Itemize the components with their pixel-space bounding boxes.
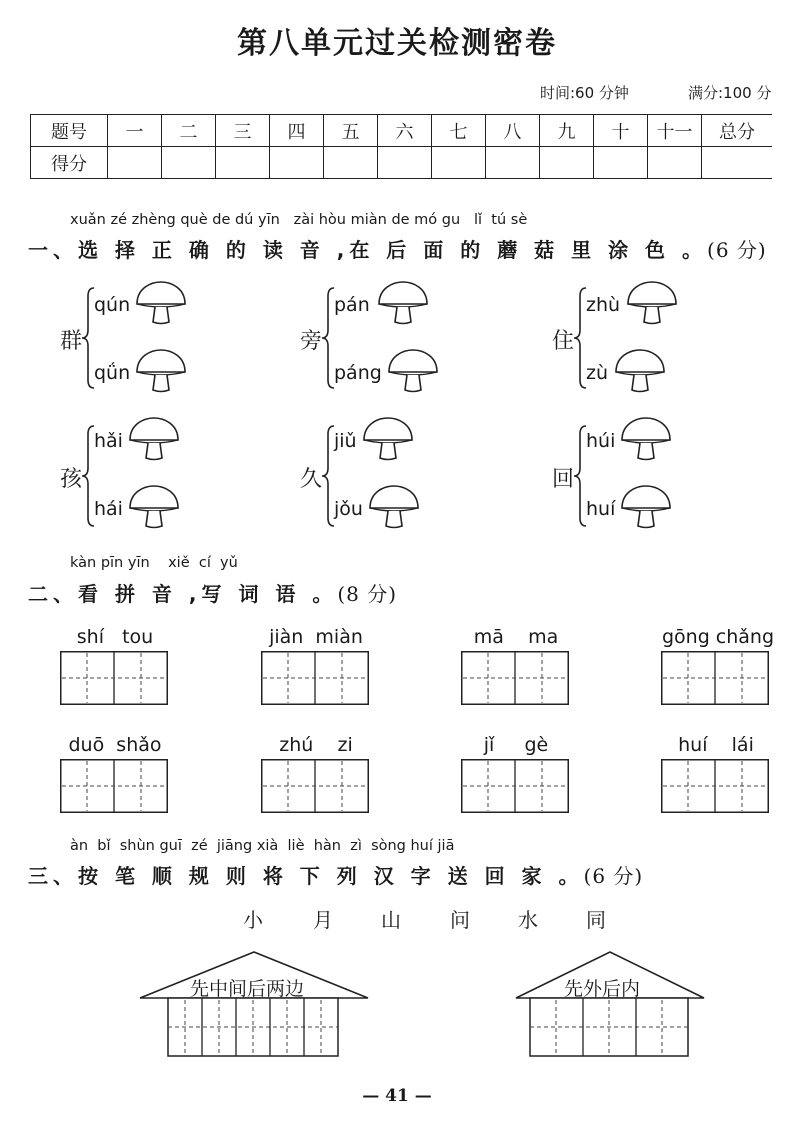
score-input-cell[interactable] — [648, 147, 702, 179]
q1-char-zhu: 住 — [552, 329, 575, 354]
mushroom-icon[interactable] — [126, 484, 182, 532]
score-table — [30, 114, 772, 179]
q2-word-pinyin: gōng chǎng — [661, 626, 775, 648]
score-table-cell: 十 — [594, 115, 648, 147]
q1-option: qǘn — [94, 362, 131, 384]
q2-score: (8 分) — [337, 582, 398, 606]
q3-character: 水 — [518, 908, 538, 932]
mushroom-icon[interactable] — [618, 484, 674, 532]
time-limit: 时间:60 分钟 — [540, 84, 629, 102]
q1-option: zù — [586, 362, 609, 384]
score-table-cell: 五 — [324, 115, 378, 147]
q3-character: 月 — [313, 908, 333, 932]
score-input-cell[interactable] — [540, 147, 594, 179]
q1-option: húi — [586, 430, 616, 452]
score-input-cell[interactable] — [378, 147, 432, 179]
q1-option: jiǔ — [334, 430, 357, 452]
page-number: — 41 — — [362, 1086, 432, 1106]
full-score: 满分:100 分 — [688, 84, 772, 102]
score-input-cell[interactable] — [432, 147, 486, 179]
mushroom-icon[interactable] — [624, 280, 680, 328]
q3-score: (6 分) — [583, 864, 644, 888]
mushroom-icon[interactable] — [385, 348, 441, 396]
score-table-cell: 二 — [162, 115, 216, 147]
score-input-cell[interactable] — [270, 147, 324, 179]
writing-grid[interactable] — [661, 759, 769, 813]
score-table-header-row — [31, 115, 773, 147]
mushroom-icon[interactable] — [126, 416, 182, 464]
writing-grid[interactable] — [60, 651, 168, 705]
house-right-drawing — [512, 948, 708, 1060]
q3-character: 问 — [450, 908, 470, 932]
q3-character: 同 — [586, 908, 606, 932]
q2-word-pinyin: huí lái — [678, 734, 754, 756]
house-left-label: 先中间后两边 — [190, 978, 305, 1000]
writing-grid[interactable] — [261, 651, 369, 705]
q2-word-pinyin: zhú zi — [279, 734, 353, 756]
writing-grid[interactable] — [261, 759, 369, 813]
q1-option: pán — [334, 294, 370, 316]
q1-option: hǎi — [94, 430, 123, 452]
q1-char-hui: 回 — [552, 467, 575, 492]
q1-option: jǒu — [334, 498, 363, 520]
house-left-drawing — [136, 948, 372, 1060]
writing-grid[interactable] — [661, 651, 769, 705]
q2-word-pinyin: duō shǎo — [68, 734, 162, 756]
score-table-cell: 六 — [378, 115, 432, 147]
score-table-cell: 总分 — [702, 115, 773, 147]
score-input-cell[interactable] — [216, 147, 270, 179]
score-table-score-row — [31, 147, 773, 179]
score-table-cell: 题号 — [31, 115, 108, 147]
q1-option: páng — [334, 362, 382, 384]
score-table-cell: 十一 — [648, 115, 702, 147]
q1-option: huí — [586, 498, 616, 520]
q1-pinyin: xuǎn zé zhèng què de dú yīn zài hòu miàn de mó gu lǐ tú sè — [70, 212, 528, 228]
writing-grid[interactable] — [461, 651, 569, 705]
score-table-cell: 九 — [540, 115, 594, 147]
q3-character: 小 — [243, 908, 263, 932]
q2-pinyin: kàn pīn yīn xiě cí yǔ — [70, 555, 238, 571]
q1-heading-text: 一、选 择 正 确 的 读 音 ,在 后 面 的 蘑 菇 里 涂 色 。 — [28, 238, 708, 262]
q1-option: hái — [94, 498, 123, 520]
score-table-cell: 七 — [432, 115, 486, 147]
q1-char-qun: 群 — [60, 329, 83, 354]
score-input-cell[interactable] — [108, 147, 162, 179]
score-input-cell[interactable] — [594, 147, 648, 179]
mushroom-icon[interactable] — [133, 348, 189, 396]
q2-heading — [28, 578, 397, 607]
q2-word-pinyin: jiàn miàn — [269, 626, 363, 648]
q2-word-pinyin: mā ma — [473, 626, 559, 648]
q2-word-pinyin: shí tou — [76, 626, 154, 648]
score-table-cell: 三 — [216, 115, 270, 147]
q1-char-hai: 孩 — [60, 467, 83, 492]
house-left — [136, 948, 372, 1060]
mushroom-icon[interactable] — [618, 416, 674, 464]
q1-option: qún — [94, 294, 131, 316]
house-right — [512, 948, 708, 1060]
mushroom-icon[interactable] — [133, 280, 189, 328]
q1-heading — [28, 234, 767, 263]
mushroom-icon[interactable] — [360, 416, 416, 464]
q3-character: 山 — [381, 908, 401, 932]
score-input-cell[interactable] — [486, 147, 540, 179]
score-input-cell[interactable] — [702, 147, 773, 179]
q3-heading-text: 三、按 笔 顺 规 则 将 下 列 汉 字 送 回 家 。 — [28, 864, 584, 888]
mushroom-icon[interactable] — [366, 484, 422, 532]
q1-char-jiu: 久 — [300, 467, 323, 492]
writing-grid[interactable] — [60, 759, 168, 813]
q2-word-pinyin: jǐ gè — [483, 734, 549, 756]
score-input-cell[interactable] — [324, 147, 378, 179]
q1-char-pang: 旁 — [300, 329, 323, 354]
mushroom-icon[interactable] — [612, 348, 668, 396]
score-table-cell: 一 — [108, 115, 162, 147]
q1-score: (6 分) — [707, 238, 767, 262]
mushroom-icon[interactable] — [375, 280, 431, 328]
q2-heading-text: 二、看 拼 音 ,写 词 语 。 — [28, 582, 338, 606]
q3-pinyin: àn bǐ shùn guī zé jiāng xià liè hàn zì sòng huí jiā — [70, 838, 455, 854]
score-table-cell: 得分 — [31, 147, 108, 179]
house-right-label: 先外后内 — [564, 978, 641, 1000]
page-title: 第八单元过关检测密卷 — [237, 26, 557, 61]
score-table-cell: 四 — [270, 115, 324, 147]
writing-grid[interactable] — [461, 759, 569, 813]
score-table-cell: 八 — [486, 115, 540, 147]
q1-option: zhù — [586, 294, 621, 316]
score-input-cell[interactable] — [162, 147, 216, 179]
q3-heading — [28, 860, 643, 889]
